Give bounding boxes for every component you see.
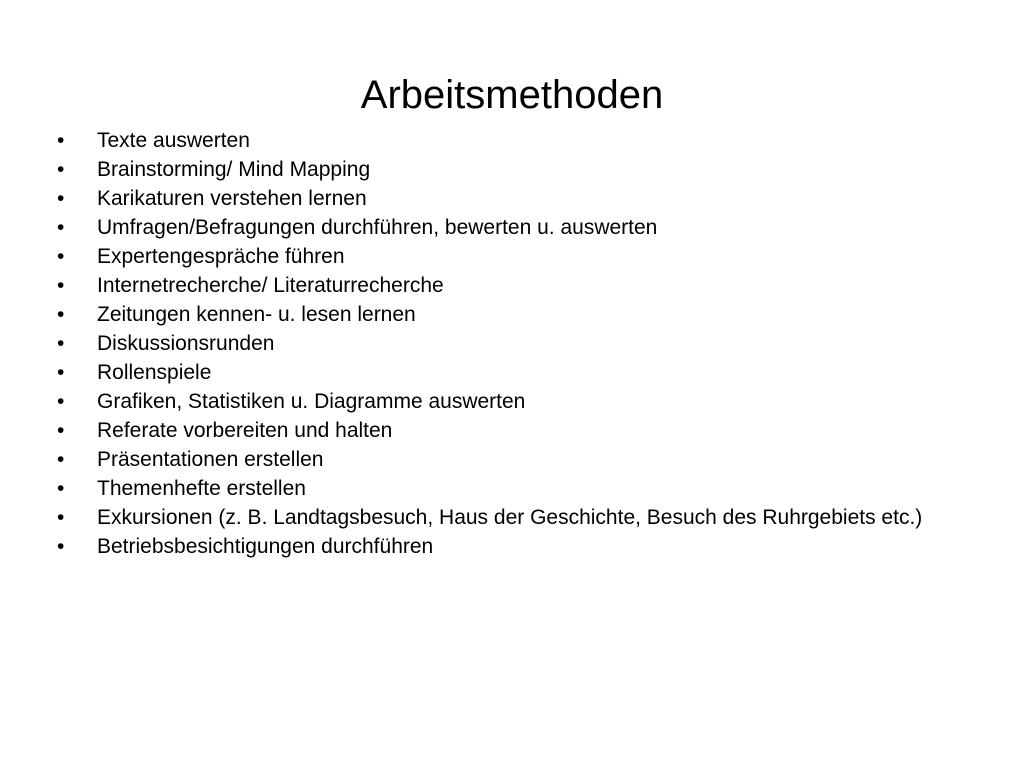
list-item (57, 506, 937, 529)
list-item (57, 419, 937, 442)
bullet-icon: • (57, 303, 65, 326)
list-item (57, 390, 937, 413)
list-item (57, 129, 937, 152)
bullet-icon: • (57, 361, 65, 384)
bullet-icon: • (57, 390, 65, 413)
list-item-text: Umfragen/Befragungen durchführen, bewerten u. auswerten (97, 216, 658, 239)
list-item-text: Brainstorming/ Mind Mapping (97, 158, 371, 181)
list-item (57, 332, 937, 355)
list-item (57, 477, 937, 500)
list-item-text: Internetrecherche/ Literaturrecherche (97, 274, 444, 297)
list-item-text: Grafiken, Statistiken u. Diagramme auswerten (97, 390, 526, 413)
bullet-icon: • (57, 245, 65, 268)
list-item-text: Präsentationen erstellen (97, 448, 324, 471)
list-item-text: Diskussionsrunden (97, 332, 275, 355)
list-item-text: Exkursionen (z. B. Landtagsbesuch, Haus der Geschichte, Besuch des Ruhrgebiets etc.) (97, 506, 923, 529)
list-item (57, 448, 937, 471)
bullet-icon: • (57, 129, 65, 152)
list-item (57, 303, 937, 326)
list-item (57, 158, 937, 181)
list-item (57, 216, 937, 239)
bullet-icon: • (57, 535, 65, 558)
list-item-text: Expertengespräche führen (97, 245, 345, 268)
bullet-icon: • (57, 506, 65, 529)
list-item-text: Rollenspiele (97, 361, 212, 384)
list-item-text: Zeitungen kennen- u. lesen lernen (97, 303, 416, 326)
list-item-text: Referate vorbereiten und halten (97, 419, 393, 442)
bullet-list (57, 129, 937, 564)
bullet-icon: • (57, 158, 65, 181)
bullet-icon: • (57, 187, 65, 210)
bullet-icon: • (57, 332, 65, 355)
slide-title: Arbeitsmethoden (360, 73, 664, 117)
list-item-text: Texte auswerten (97, 129, 250, 152)
bullet-icon: • (57, 448, 65, 471)
bullet-icon: • (57, 274, 65, 297)
list-item-text: Themenhefte erstellen (97, 477, 306, 500)
bullet-icon: • (57, 419, 65, 442)
bullet-icon: • (57, 216, 65, 239)
list-item (57, 535, 937, 558)
list-item-text: Betriebsbesichtigungen durchführen (97, 535, 434, 558)
list-item (57, 245, 937, 268)
list-item (57, 274, 937, 297)
list-item (57, 361, 937, 384)
bullet-icon: • (57, 477, 65, 500)
list-item-text: Karikaturen verstehen lernen (97, 187, 367, 210)
list-item (57, 187, 937, 210)
